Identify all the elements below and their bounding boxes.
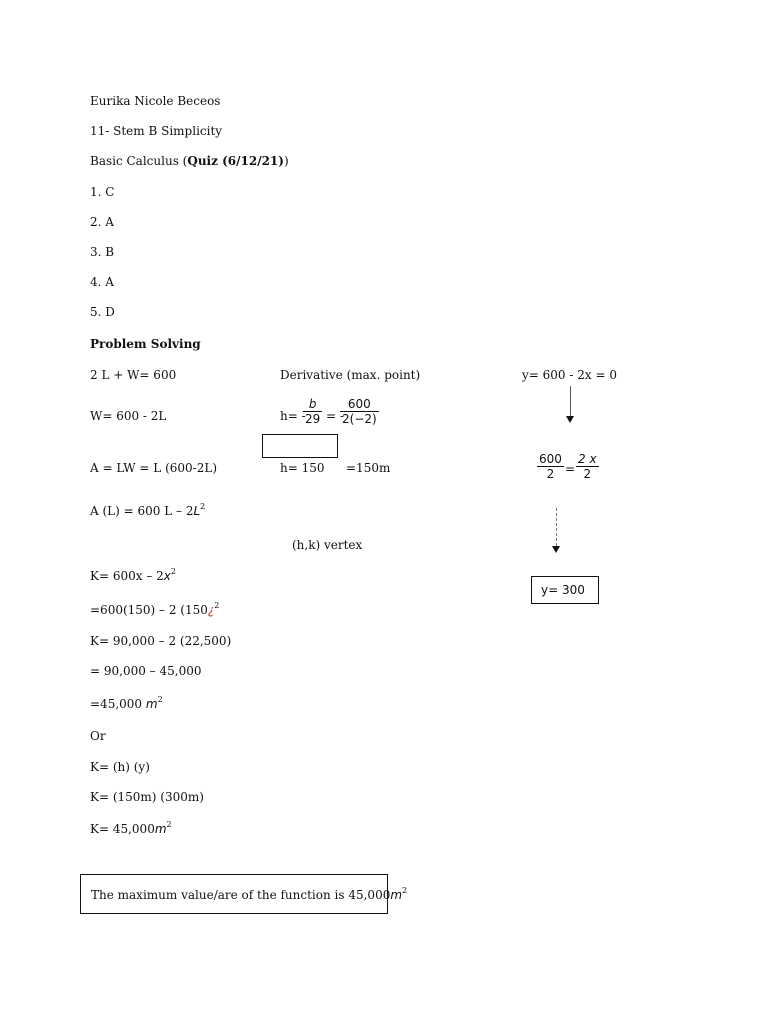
h-result-unit: =150m	[346, 461, 391, 475]
y-result-box	[531, 576, 599, 604]
fraction-600-over-2	[537, 452, 564, 481]
problem-solving-heading: Problem Solving	[90, 337, 201, 351]
equation-k-values: K= (150m) (300m)	[90, 790, 204, 804]
vertex-label: (h,k) vertex	[292, 538, 363, 552]
equation-k-step1: K= 90,000 – 2 (22,500)	[90, 634, 232, 648]
course-prefix: Basic Calculus (	[90, 154, 188, 168]
equation-k-function: $K= 600x - 2x^2$	[90, 567, 176, 583]
equation-area-function: A (L) = 600 L – $2L^2$	[90, 502, 206, 518]
fraction-numerator: b	[303, 397, 322, 412]
equation-k-result: =45,000 $m^2$	[90, 695, 163, 711]
equation-k-final: $K= 45,000m^2$	[90, 820, 172, 836]
course-title	[90, 153, 289, 169]
student-name: Eurika Nicole Beceos	[90, 94, 221, 108]
section-label: 11- Stem B Simplicity	[90, 124, 223, 138]
fraction-denominator: 2(−2)	[342, 412, 377, 426]
fraction-numerator: 2 x	[578, 452, 597, 466]
equation-k-product: K= (h) (y)	[90, 760, 150, 774]
y-result: y= 300	[541, 583, 585, 597]
h-prefix: h= -	[280, 409, 306, 423]
conclusion-text: The maximum value/are of the function is $45,000m^2$	[91, 886, 408, 902]
equation-width: W= 600 - 2L	[90, 409, 167, 423]
answer-5: 5. D	[90, 305, 115, 319]
equation-substitution: =600(150) – 2 (150¿$^2$	[90, 601, 220, 617]
or-label: Or	[90, 729, 106, 743]
course-suffix: )	[283, 154, 289, 168]
equation-perimeter: 2 L + W= 600	[90, 368, 177, 382]
equation-k-step2: = 90,000 – 45,000	[90, 664, 202, 678]
equals-minus: = -	[326, 409, 344, 423]
equals-sign: =	[565, 462, 576, 476]
fraction-2x-over-2	[576, 452, 599, 481]
equation-area: A = LW = L (600-2L)	[90, 461, 218, 475]
answer-4: 4. A	[90, 275, 114, 289]
fraction-numerator: 600	[539, 452, 562, 466]
answer-2: 2. A	[90, 215, 114, 229]
fraction-600-over-2neg2	[340, 397, 379, 426]
fraction-numerator: 600	[340, 397, 379, 412]
derivative-heading: Derivative (max. point)	[280, 368, 421, 382]
fraction-b-over-29	[303, 397, 322, 426]
fraction-denominator: 2	[546, 467, 555, 481]
h-result: h= 150	[280, 461, 325, 475]
y-equation: y= 600 - 2x = 0	[522, 368, 617, 382]
fraction-denominator: 29	[305, 412, 321, 426]
fraction-denominator: 2	[583, 467, 592, 481]
conclusion-box	[80, 874, 408, 914]
quiz-date: Quiz (6/12/21)	[187, 154, 284, 168]
empty-box	[262, 434, 338, 458]
answer-1: 1. C	[90, 185, 115, 199]
answer-3: 3. B	[90, 245, 115, 259]
